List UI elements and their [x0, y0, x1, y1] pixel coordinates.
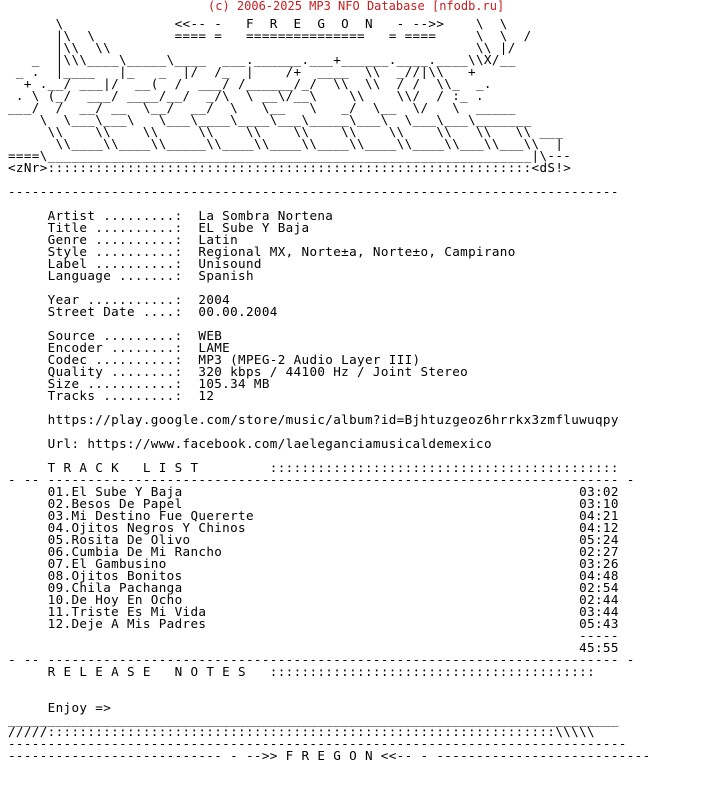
track-name: 07.El Gambusino — [47, 556, 167, 571]
track-name: 04.Ojitos Negros Y Chinos — [47, 520, 246, 535]
site-credit: (c) 2006-2025 MP3 NFO Database [nfodb.ru] — [208, 0, 505, 13]
footer-signature: --------------------------- - -->> F R E G O N <<-- - --------------------------- — [8, 748, 651, 763]
size-value: 105.34 MB — [198, 376, 270, 391]
language-label: Language .......: — [47, 268, 191, 283]
year-value: 2004 — [198, 292, 231, 307]
source-label: Source .........: — [47, 328, 191, 343]
facebook-url: https://www.facebook.com/laeleganciamusicaldemexico — [87, 436, 492, 451]
street-date-label: Street Date ....: — [47, 304, 191, 319]
logo-ascii-line: ___/ / __/ __ \__/ __/ \ \__ \ _/ \__ \/ \ _____ — [8, 100, 516, 115]
logo-ascii-line: _ . |____ |_ _ |/ /_ | /+ ____ \\ _//|\\ + — [8, 64, 476, 79]
title-label: Title ..........: — [47, 220, 191, 235]
year-label: Year ...........: — [47, 292, 191, 307]
track-name: 10.De Hoy En Ocho — [47, 592, 183, 607]
track-name: 03.Mi Destino Fue Quererte — [47, 508, 254, 523]
quality-label: Quality ........: — [47, 364, 191, 379]
style-value: Regional MX, Norte±a, Norte±o, Campirano — [198, 244, 516, 259]
codec-value: MP3 (MPEG-2 Audio Layer III) — [198, 352, 421, 367]
logo-ascii-line: _ |\\\____\_____\____ ___.______.___+______.____.____\\X/__ — [8, 52, 516, 67]
section-divider: - -- ------------------------------------------------------------------------ - — [8, 652, 635, 667]
logo-ascii-line: . \ (_/ ___/ ____/__/ _/\ \ __\/__\ \\ \\/ / :_ . — [8, 88, 484, 103]
track-time: 04:12 — [579, 520, 619, 535]
tracklist-dots: :::::::::::::::::::::::::::::::::::::::::::: — [269, 460, 619, 475]
logo-ascii-line: \\ \\ \\ \\ \\ \\ \\ \\ \\ \\ \\ ___ — [8, 124, 564, 139]
track-time: 03:10 — [579, 496, 619, 511]
track-name: 11.Triste Es Mi Vida — [47, 604, 207, 619]
genre-label: Genre ..........: — [47, 232, 191, 247]
track-name: 08.Ojitos Bonitos — [47, 568, 183, 583]
total-time: 45:55 — [579, 640, 619, 655]
logo-ascii-line: \\____\\____\\_____\\____\\____\\____\\____\\____\\___\\___\\ | — [8, 136, 564, 151]
track-time: 03:02 — [579, 484, 619, 499]
release-notes-dots: ::::::::::::::::::::::::::::::::::::::::: — [269, 664, 595, 679]
section-divider: - -- ------------------------------------------------------------------------ - — [8, 472, 635, 487]
size-label: Size ...........: — [47, 376, 191, 391]
title-value: EL Sube Y Baja — [198, 220, 310, 235]
logo-ascii-line: ====\_____________________________________________________________|\--- — [8, 148, 572, 163]
track-time: 02:27 — [579, 544, 619, 559]
track-time: 02:54 — [579, 580, 619, 595]
codec-label: Codec ..........: — [47, 352, 191, 367]
nfo-text — [8, 18, 651, 762]
record-label-label: Label ..........: — [47, 256, 191, 271]
track-time: 02:44 — [579, 592, 619, 607]
tracks-label: Tracks .........: — [47, 388, 191, 403]
genre-value: Latin — [198, 232, 239, 247]
release-notes-heading: R E L E A S E N O T E S — [47, 664, 246, 679]
track-name: 09.Chila Pachanga — [47, 580, 183, 595]
track-name: 02.Besos De Papel — [47, 496, 183, 511]
track-name: 01.El Sube Y Baja — [47, 484, 183, 499]
logo-ascii-line: \ <<-- - F R E G O N - -->> \ \ — [8, 16, 508, 31]
url-label: Url: — [47, 436, 80, 451]
track-time: 04:48 — [579, 568, 619, 583]
tracks-value: 12 — [198, 388, 215, 403]
encoder-value: LAME — [198, 340, 231, 355]
track-time: 03:26 — [579, 556, 619, 571]
logo-ascii-line: |\\ \\ \\ |/ — [8, 40, 516, 55]
store-url: https://play.google.com/store/music/album?id=Bjhtuzgeoz6hrrkx3zmfluwuqpy — [47, 412, 619, 427]
language-value: Spanish — [198, 268, 254, 283]
encoder-label: Encoder ........: — [47, 340, 191, 355]
logo-ascii-line: \ \___\___\ \___\____\____\___\_____\___\ \___\___\_______ — [8, 112, 532, 127]
logo-ascii-line: |\ \ ==== = =============== = ==== \ \ / — [8, 28, 532, 43]
enjoy-text: Enjoy => — [47, 700, 112, 715]
track-time: 05:43 — [579, 616, 619, 631]
divider-line: ------------------------------------------------------------------------------ — [8, 736, 627, 751]
style-label: Style ..........: — [47, 244, 191, 259]
logo-ascii-line: + .__/ ___|/ __( / ___/ /______/_/ \\ \\ / / \\_ _. — [8, 76, 492, 91]
footer-dots: /////::::::::::::::::::::::::::::::::::::::::::::::::::::::::::::::::\\\\\ — [8, 724, 595, 739]
track-time: 04:21 — [579, 508, 619, 523]
track-name: 05.Rosita De Olivo — [47, 532, 191, 547]
tracklist-heading: T R A C K L I S T — [47, 460, 199, 475]
street-date-value: 00.00.2004 — [198, 304, 278, 319]
track-time: 05:24 — [579, 532, 619, 547]
track-name: 06.Cumbia De Mi Rancho — [47, 544, 223, 559]
total-divider: ----- — [579, 628, 619, 643]
record-label-value: Unisound — [198, 256, 262, 271]
quality-value: 320 kbps / 44100 Hz / Joint Stereo — [198, 364, 469, 379]
artist-label: Artist .........: — [47, 208, 191, 223]
logo-ascii-line: <zNr>:::::::::::::::::::::::::::::::::::::::::::::::::::::::::::::<dS!> — [8, 160, 572, 175]
divider-line: _____________________________________________________________________________ — [8, 712, 619, 727]
track-name: 12.Deje A Mis Padres — [47, 616, 207, 631]
divider-line: ----------------------------------------------------------------------------- — [8, 184, 619, 199]
artist-value: La Sombra Nortena — [198, 208, 334, 223]
track-time: 03:44 — [579, 604, 619, 619]
source-value: WEB — [198, 328, 223, 343]
